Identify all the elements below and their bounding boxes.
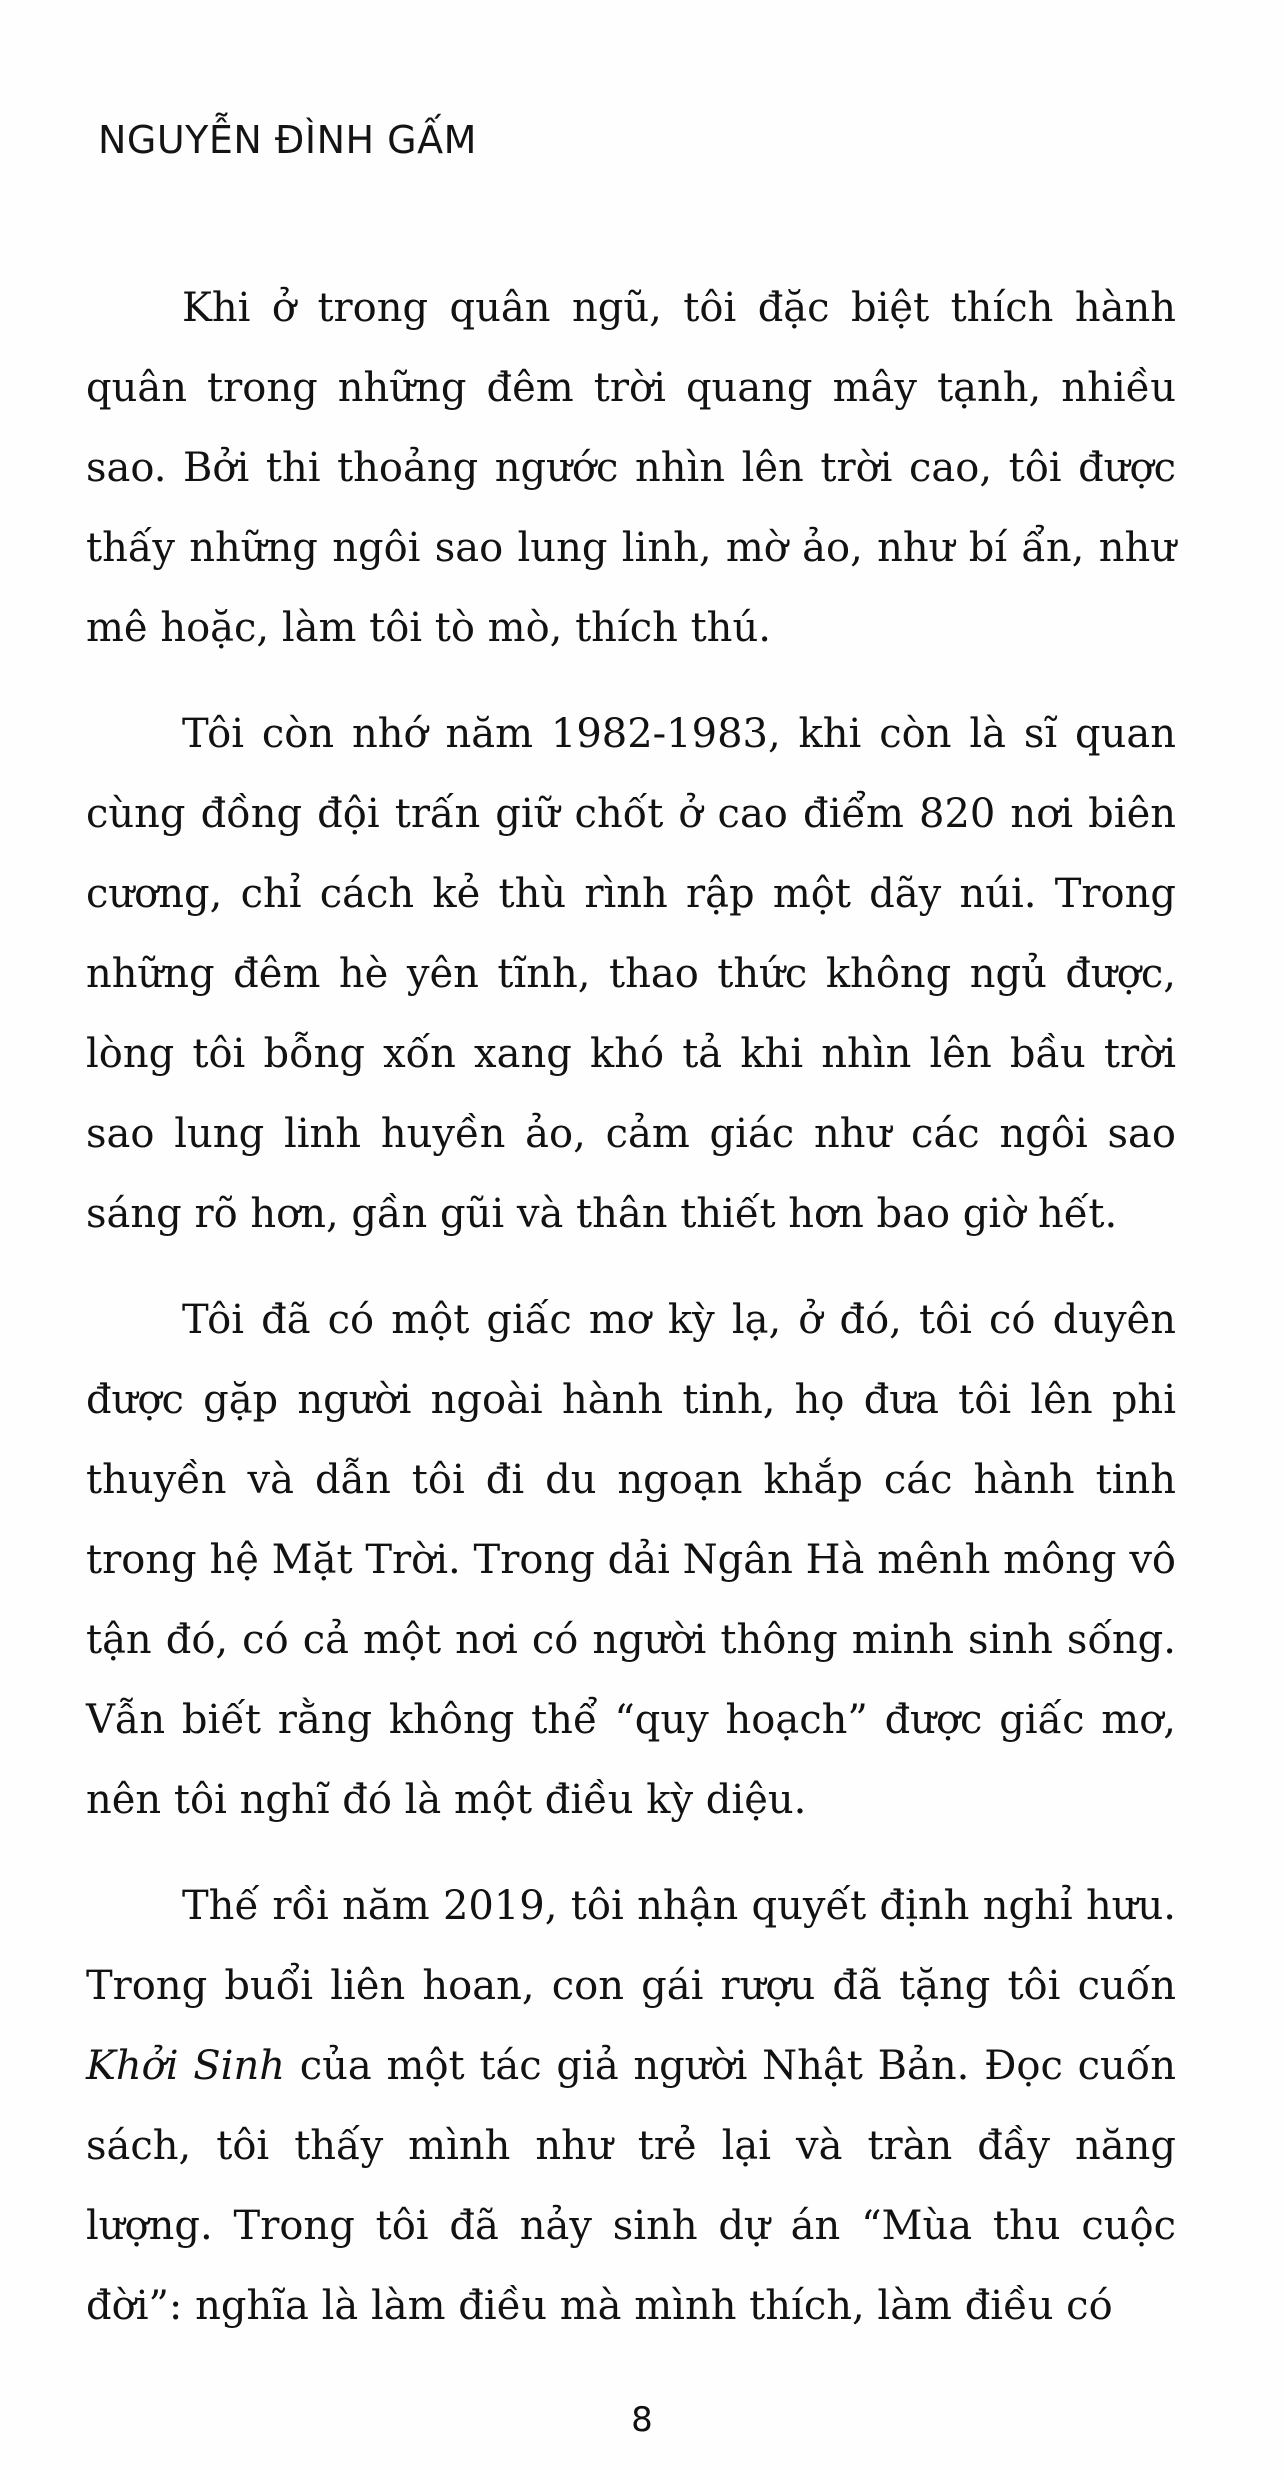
paragraph-3: Tôi đã có một giấc mơ kỳ lạ, ở đó, tôi có duyên được gặp người ngoài hành tinh, họ đưa tôi lên phi thuyền và dẫn tôi đi du ngoạn khắp các hành tinh trong hệ Mặt Trời. Trong dải Ngân Hà mênh mông vô tận đó, có cả một nơi có người thông minh sinh sống. Vẫn biết rằng không thể “quy hoạch” được giấc mơ, nên tôi nghĩ đó là một điều kỳ diệu. <box>86 1297 1176 1823</box>
running-head-author: NGUYỄN ĐÌNH GẤM <box>98 118 477 162</box>
paragraph-4 <box>86 1866 1176 2346</box>
paragraph-2: Tôi còn nhớ năm 1982-1983, khi còn là sĩ quan cùng đồng đội trấn giữ chốt ở cao điểm 820 nơi biên cương, chỉ cách kẻ thù rình rập một dãy núi. Trong những đêm hè yên tĩnh, thao thức không ngủ được, lòng tôi bỗng xốn xang khó tả khi nhìn lên bầu trời sao lung linh huyền ảo, cảm giác như các ngôi sao sáng rõ hơn, gần gũi và thân thiết hơn bao giờ hết. <box>86 711 1176 1237</box>
paragraph-4-part-2: của một tác giả người Nhật Bản. Đọc cuốn sách, tôi thấy mình như trẻ lại và tràn đầy năng lượng. Trong tôi đã nảy sinh dự án “Mùa thu cuộc đời”: nghĩa là làm điều mà mình thích, làm điều có <box>86 2043 1176 2329</box>
book-title: Khởi Sinh <box>86 2043 285 2089</box>
body-text <box>86 268 1176 2372</box>
page-number: 8 <box>631 2400 653 2440</box>
paragraph-4-part-1: Thế rồi năm 2019, tôi nhận quyết định nghỉ hưu. Trong buổi liên hoan, con gái rượu đã tặng tôi cuốn <box>86 1883 1176 2009</box>
paragraph-1: Khi ở trong quân ngũ, tôi đặc biệt thích hành quân trong những đêm trời quang mây tạnh, nhiều sao. Bởi thi thoảng ngước nhìn lên trời cao, tôi được thấy những ngôi sao lung linh, mờ ảo, như bí ẩn, như mê hoặc, làm tôi tò mò, thích thú. <box>86 285 1176 651</box>
